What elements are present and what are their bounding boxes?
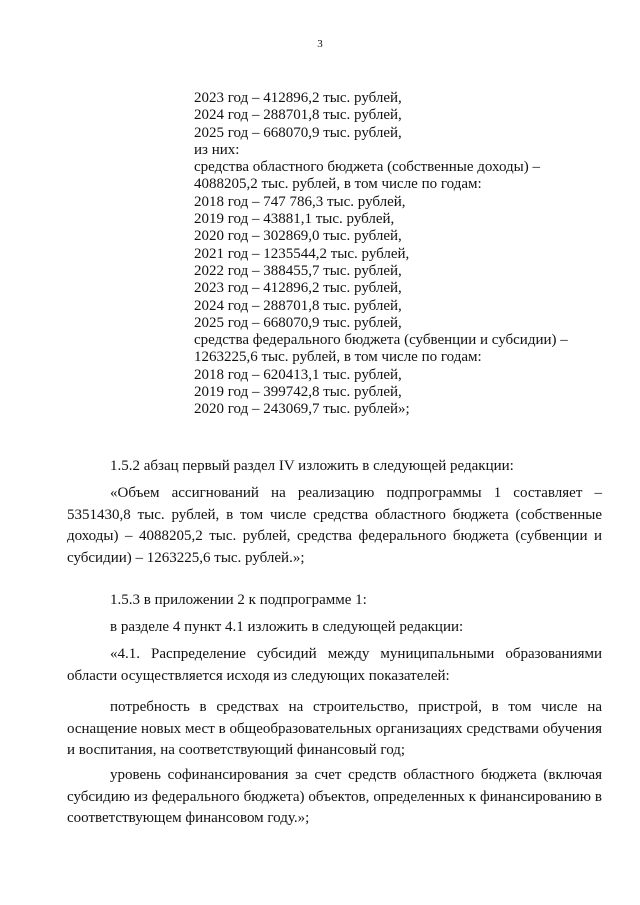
list-line: средства федерального бюджета (субвенции и субсидии) –	[194, 332, 568, 349]
list-line: 2025 год – 668070,9 тыс. рублей,	[194, 314, 402, 331]
list-line: 2020 год – 243069,7 тыс. рублей»;	[194, 401, 410, 418]
paragraph-text: «4.1. Распределение субсидий между муниципальными образованиями области осуществляется исходя из следующих показателей:	[67, 646, 602, 684]
list-line: 2020 год – 302869,0 тыс. рублей,	[194, 228, 402, 245]
list-line: 2025 год – 668070,9 тыс. рублей,	[194, 124, 402, 141]
paragraph-text: потребность в средствах на строительство, пристрой, в том числе на оснащение новых мест в общеобразовательных организациях средствами обучения и воспитания, на соответствующий финансовый год;	[67, 699, 602, 758]
list-line: средства областного бюджета (собственные доходы) –	[194, 159, 541, 176]
paragraph-text: в разделе 4 пункт 4.1 изложить в следующей редакции:	[110, 619, 464, 635]
paragraph-text: «Объем ассигнований на реализацию подпрограммы 1 составляет – 5351430,8 тыс. рублей, в том числе средства областного бюджета (собственные доходы) – 4088205,2 тыс. рублей, средства федерального бюджета (субвенции и субсидии) – 1263225,6 тыс. рублей.»;	[67, 485, 602, 566]
list-line: 2021 год – 1235544,2 тыс. рублей,	[194, 245, 410, 262]
list-line: 2019 год – 399742,8 тыс. рублей,	[194, 384, 402, 401]
list-line: 2023 год – 412896,2 тыс. рублей,	[194, 90, 402, 106]
list-line: 4088205,2 тыс. рублей, в том числе по годам:	[194, 176, 482, 193]
paragraph-text: уровень софинансирования за счет средств областного бюджета (включая субсидию из федерального бюджета) объектов, определенных к финансированию в соответствующем финансовом году.»;	[67, 767, 602, 826]
funding-list	[194, 90, 568, 419]
paragraph-cofinancing	[67, 765, 602, 830]
paragraph-volume-quote	[67, 483, 602, 569]
paragraph-1-5-2	[67, 456, 602, 478]
list-line: 2024 год – 288701,8 тыс. рублей,	[194, 297, 402, 314]
list-line: 1263225,6 тыс. рублей, в том числе по годам:	[194, 349, 482, 366]
list-line: 2022 год – 388455,7 тыс. рублей,	[194, 262, 402, 279]
list-line: из них:	[194, 141, 240, 158]
paragraph-need	[67, 697, 602, 762]
paragraph-1-5-3	[67, 590, 602, 612]
paragraph-section-4	[67, 617, 602, 639]
paragraph-text: 1.5.3 в приложении 2 к подпрограмме 1:	[110, 592, 367, 608]
list-line: 2019 год – 43881,1 тыс. рублей,	[194, 211, 395, 228]
list-line: 2018 год – 747 786,3 тыс. рублей,	[194, 193, 406, 210]
list-line: 2018 год – 620413,1 тыс. рублей,	[194, 366, 402, 383]
list-line: 2023 год – 412896,2 тыс. рублей,	[194, 280, 402, 297]
list-line: 2024 год – 288701,8 тыс. рублей,	[194, 107, 402, 124]
paragraph-text: 1.5.2 абзац первый раздел IV изложить в следующей редакции:	[110, 458, 514, 474]
paragraph-4-1	[67, 644, 602, 687]
page-number: 3	[317, 38, 323, 50]
